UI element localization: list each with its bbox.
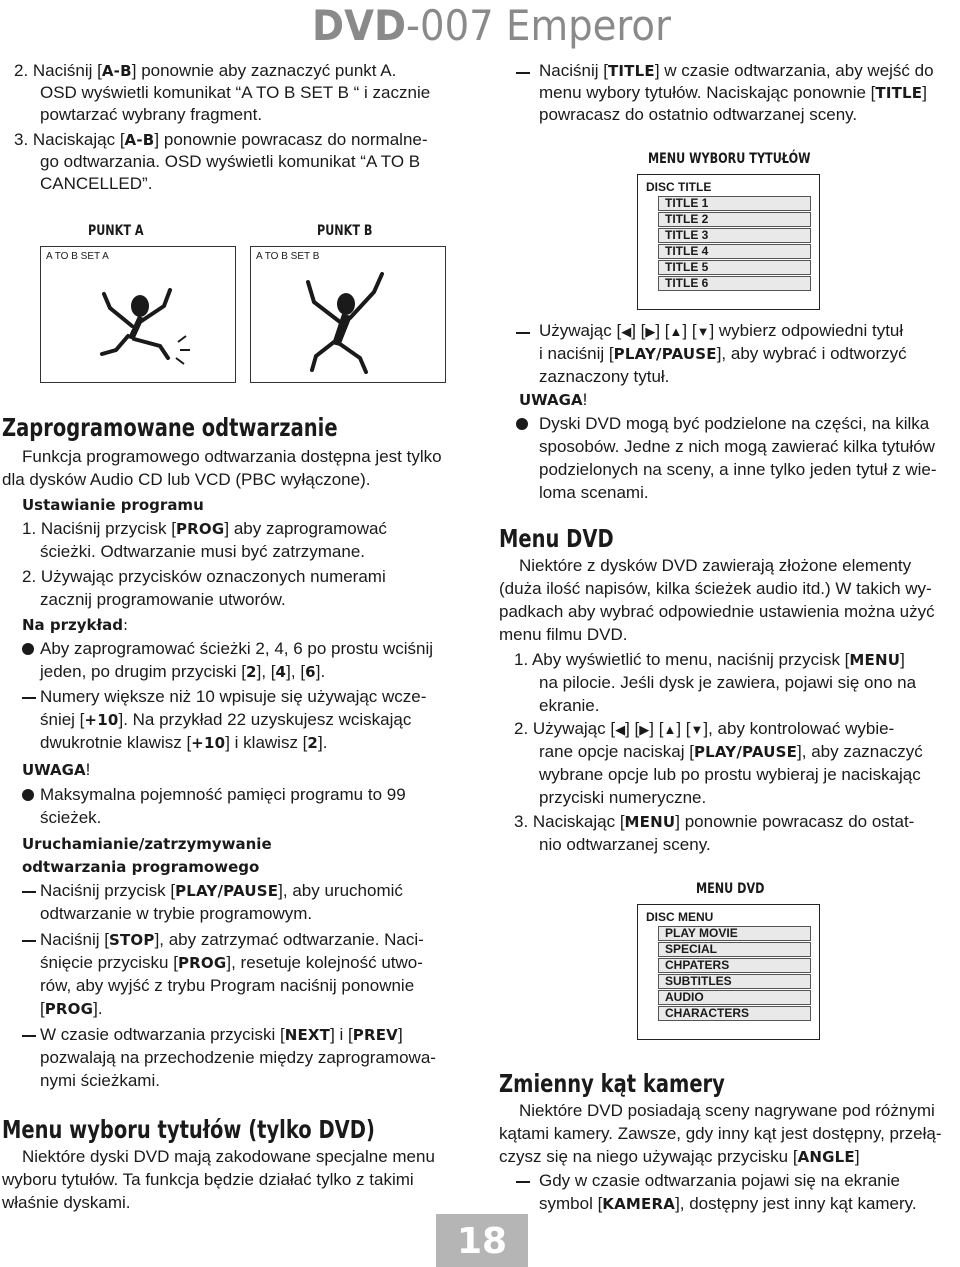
example-bullet-line1: Aby zaprogramować ścieżki 2, 4, 6 po prostu wciśnij	[40, 639, 434, 658]
brand-rest: -007 Emperor	[406, 1, 671, 50]
ab-step2-line2: OSD wyświetli komunikat “A TO B SET B “ i zacznie	[40, 83, 431, 102]
run-item3-line2: pozwalają na przechodzenie między zaprogramowa-	[40, 1048, 436, 1067]
navigate-line1: Używając [◀] [▶] [▲] [▼] wybierz odpowiedni tytuł	[539, 321, 904, 340]
dvd-menu-caption: MENU DVD	[696, 881, 765, 897]
angle-heading: Zmienny kąt kamery	[499, 1069, 725, 1098]
punkt-a-caption: PUNKT A	[88, 223, 144, 239]
dvd-menu-item[interactable]: SPECIAL	[658, 942, 811, 957]
setup-step1-line1: 1. Naciśnij przycisk [PROG] aby zaprogramować	[22, 519, 387, 538]
example-dash-line1: Numery większe niż 10 wpisuje się używając wcze-	[40, 687, 427, 706]
dvdmenu-line4: menu filmu DVD.	[499, 625, 628, 644]
ab-step3-line3: CANCELLED”.	[40, 174, 153, 193]
title-item[interactable]: TITLE 1	[658, 196, 811, 211]
title-press-line1: Naciśnij [TITLE] w czasie odtwarzania, aby wejść do	[539, 61, 934, 80]
titlemenu-line2: wyboru tytułów. Ta funkcja będzie działać tylko z takimi	[2, 1170, 414, 1189]
example-dash-line2: śniej [+10]. Na przykład 22 uzyskujesz wciskając	[40, 710, 412, 729]
ab-step3-line2: go odtwarzania. OSD wyświetli komunikat “A TO B	[40, 152, 421, 171]
navigate-line2: i naciśnij [PLAY/PAUSE], aby wybrać i odtworzyć	[539, 344, 907, 363]
example-dash-line3: dwukrotnie klawisz [+10] i klawisz [2].	[40, 733, 328, 752]
bullet-icon	[516, 418, 528, 430]
bullet-icon	[22, 789, 34, 801]
title-item[interactable]: TITLE 5	[658, 260, 811, 275]
example-bullet-line2: jeden, po drugim przyciski [2], [4], [6].	[40, 662, 326, 681]
title-item[interactable]: TITLE 6	[658, 276, 811, 291]
run-item1-line1: Naciśnij przycisk [PLAY/PAUSE], aby uruchomić	[40, 881, 403, 900]
bullet-icon	[22, 643, 34, 655]
dancing-figure-a	[40, 246, 236, 383]
dvdmenu-step1-line1: 1. Aby wyświetlić to menu, naciśnij przycisk [MENU]	[514, 650, 905, 669]
run-item2-line2: śnięcie przycisku [PROG], resetuje kolejność utwo-	[40, 953, 423, 972]
title-press-line2: menu wybory tytułów. Naciskając ponownie [TITLE]	[539, 83, 927, 102]
dash-icon	[516, 72, 530, 74]
dvdmenu-step2-line4: przyciski numeryczne.	[539, 788, 707, 807]
arrow-up-icon: ▲	[663, 722, 677, 737]
dvd-menu-screen	[637, 904, 820, 1040]
warning-bullet-line1: Maksymalna pojemność pamięci programu to 99	[40, 785, 406, 804]
page-number: 18	[456, 1221, 508, 1262]
programmed-heading: Zaprogramowane odtwarzanie	[2, 413, 338, 442]
title-item[interactable]: TITLE 3	[658, 228, 811, 243]
dvdmenu-step3-line2: nio odtwarzanej sceny.	[539, 835, 711, 854]
titlemenu-heading: Menu wyboru tytułów (tylko DVD)	[2, 1115, 375, 1144]
angle-line1: Niektóre DVD posiadają sceny nagrywane pod różnymi	[519, 1101, 935, 1120]
dvdmenu-line1: Niektóre z dysków DVD zawierają złożone elementy	[519, 556, 912, 575]
dvdmenu-line3: padkach aby wybrać odpowiednie ustawienia można użyć	[499, 602, 935, 621]
warning-bullet-line2: ścieżek.	[40, 808, 102, 827]
ab-step3-line1: 3. Naciskając [A-B] ponownie powracasz do normalne-	[14, 130, 428, 149]
dancing-figure-b	[250, 246, 446, 383]
dvdmenu-heading: Menu DVD	[499, 524, 614, 553]
title-menu-caption: MENU WYBORU TYTUŁÓW	[648, 151, 811, 167]
header-brand	[312, 0, 671, 52]
ab-step2-line1: 2. Naciśnij [A-B] ponownie aby zaznaczyć punkt A.	[14, 61, 397, 80]
disc-title-label: DISC TITLE	[646, 180, 712, 194]
arrow-left-icon: ◀	[621, 324, 632, 339]
title-warning-line4: loma scenami.	[539, 483, 649, 502]
setup-step1-line2: ścieżki. Odtwarzanie musi być zatrzymane.	[40, 542, 365, 561]
brand-bold: DVD	[312, 1, 407, 50]
warning-label: UWAGA!	[22, 760, 91, 779]
title-press-line3: powracasz do ostatnio odtwarzanej sceny.	[539, 105, 858, 124]
dvd-menu-item[interactable]: AUDIO	[658, 990, 811, 1005]
angle-line3: czysz się na niego używając przycisku [ANGLE]	[499, 1147, 860, 1166]
angle-dash-line1: Gdy w czasie odtwarzania pojawi się na ekranie	[539, 1171, 900, 1190]
dvdmenu-step1-line3: ekranie.	[539, 696, 600, 715]
arrow-left-icon: ◀	[615, 722, 626, 737]
dash-icon	[22, 697, 36, 699]
dvdmenu-step2-line1: 2. Używając [◀] [▶] [▲] [▼], aby kontrolować wybie-	[514, 719, 895, 738]
title-warning-line3: podzielonych na sceny, a inne tylko jeden tytuł z wie-	[539, 460, 937, 479]
dash-icon	[516, 332, 530, 334]
arrow-down-icon: ▼	[696, 324, 710, 339]
arrow-down-icon: ▼	[690, 722, 704, 737]
run-item3-line3: nymi ścieżkami.	[40, 1071, 160, 1090]
run-heading-line1: Uruchamianie/zatrzymywanie	[22, 835, 272, 853]
setup-step2-line2: zacznij programowanie utworów.	[40, 590, 286, 609]
screen-punkt-a	[40, 246, 236, 383]
navigate-line3: zaznaczony tytuł.	[539, 367, 670, 386]
screen-punkt-b	[250, 246, 446, 383]
dvd-menu-item[interactable]: CHPATERS	[658, 958, 811, 973]
run-item2-line1: Naciśnij [STOP], aby zatrzymać odtwarzanie. Naci-	[40, 930, 424, 949]
arrow-right-icon: ▶	[639, 722, 650, 737]
arrow-right-icon: ▶	[645, 324, 656, 339]
dvd-menu-item[interactable]: PLAY MOVIE	[658, 926, 811, 941]
dvd-menu-item[interactable]: SUBTITLES	[658, 974, 811, 989]
angle-line2: kątami kamery. Zawsze, gdy inny kąt jest dostępny, przełą-	[499, 1124, 942, 1143]
titlemenu-line1: Niektóre dyski DVD mają zakodowane specjalne menu	[22, 1147, 435, 1166]
run-item2-line4: [PROG].	[40, 999, 103, 1018]
run-item2-line3: rów, aby wyjść z trybu Program naciśnij ponownie	[40, 976, 415, 995]
dvd-menu-item[interactable]: CHARACTERS	[658, 1006, 811, 1021]
dvdmenu-step1-line2: na pilocie. Jeśli dysk je zawiera, pojawi się ono na	[539, 673, 917, 692]
title-warning-line1: Dyski DVD mogą być podzielone na części, na kilka	[539, 414, 930, 433]
dvdmenu-step2-line2: rane opcje naciskaj [PLAY/PAUSE], aby zaznaczyć	[539, 742, 923, 761]
dvdmenu-step3-line1: 3. Naciskając [MENU] ponownie powracasz do ostat-	[514, 812, 915, 831]
dvdmenu-line2: (duża ilość napisów, kilka ścieżek audio itd.) W takich wy-	[499, 579, 932, 598]
programmed-intro-line1: Funkcja programowego odtwarzania dostępna jest tylko	[22, 447, 442, 466]
example-label: Na przykład:	[22, 616, 129, 634]
screen-a-osd-text: A TO B SET A	[46, 251, 109, 262]
programmed-intro-line2: dla dysków Audio CD lub VCD (PBC wyłączone).	[2, 470, 371, 489]
setup-heading: Ustawianie programu	[22, 496, 204, 514]
dash-icon	[22, 940, 36, 942]
arrow-up-icon: ▲	[669, 324, 683, 339]
dash-icon	[22, 1035, 36, 1037]
title-menu-screen	[637, 174, 820, 310]
run-heading-line2: odtwarzania programowego	[22, 858, 260, 876]
run-item3-line1: W czasie odtwarzania przyciski [NEXT] i [PREV]	[40, 1025, 403, 1044]
title-item[interactable]: TITLE 4	[658, 244, 811, 259]
screen-b-osd-text: A TO B SET B	[256, 251, 320, 262]
setup-step2-line1: 2. Używając przycisków oznaczonych numerami	[22, 567, 386, 586]
dash-icon	[22, 891, 36, 893]
dash-icon	[516, 1181, 530, 1183]
punkt-b-caption: PUNKT B	[317, 223, 373, 239]
dvdmenu-step2-line3: wybrane opcje lub po prostu wybieraj je naciskając	[539, 765, 921, 784]
title-item[interactable]: TITLE 2	[658, 212, 811, 227]
disc-menu-label: DISC MENU	[646, 910, 714, 924]
angle-dash-line2: symbol [KAMERA], dostępny jest inny kąt kamery.	[539, 1194, 917, 1213]
ab-step2-line3: powtarzać wybrany fragment.	[40, 105, 263, 124]
page-number-badge	[436, 1214, 528, 1267]
title-warning-line2: sposobów. Jedne z nich mogą zawierać kilka tytułów	[539, 437, 935, 456]
title-warning-label: UWAGA!	[519, 390, 588, 409]
titlemenu-line3: właśnie dyskami.	[2, 1193, 131, 1212]
run-item1-line2: odtwarzanie w trybie programowym.	[40, 904, 313, 923]
